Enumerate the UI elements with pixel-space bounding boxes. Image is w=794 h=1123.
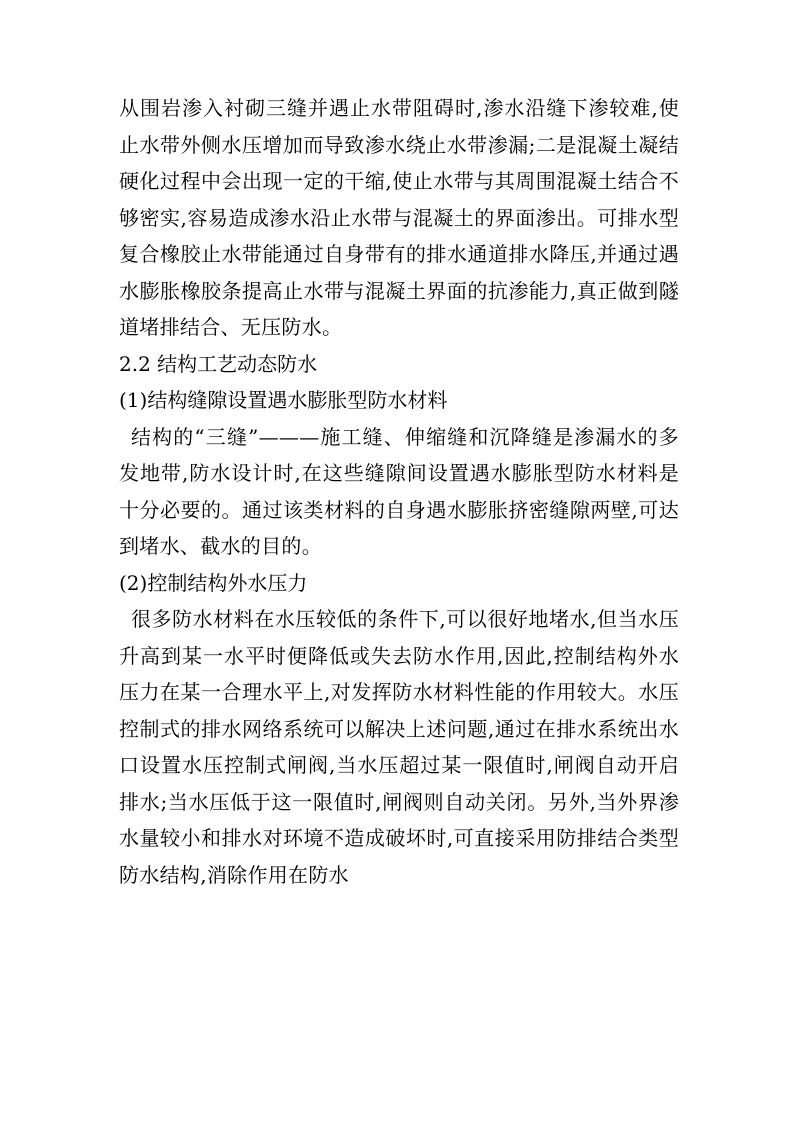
subsection-heading: (1)结构缝隙设置遇水膨胀型防水材料 (119, 388, 448, 412)
section-heading: 2.2 结构工艺动态防水 (119, 351, 318, 376)
subsection-heading: (2)控制结构外水压力 (119, 570, 308, 595)
body-paragraph: 从围岩渗入衬砌三缝并遇止水带阻碍时,渗水沿缝下渗较难,使止水带外侧水压增加而导致渗水绕止水带渗漏;二是混凝土凝结硬化过程中会出现一定的干缩,使止水带与其周围混凝土结合不够密实,容易造成渗水沿止水带与混凝土的界面渗出。可排水型复合橡胶止水带能通过自身带有的排水通道排水降压,并通过遇水膨胀橡胶条提高止水带与混凝土界面的抗渗能力,真正做到隧道堵排结合、无压防水。 (119, 96, 679, 339)
body-paragraph: 很多防水材料在水压较低的条件下,可以很好地堵水,但当水压升高到某一水平时便降低或失去防水作用,因此,控制结构外水压力在某一合理水平上,对发挥防水材料性能的作用较大。水压控制式的排水网络系统可以解决上述问题,通过在排水系统出水口设置水压控制式闸阀,当水压超过某一限值时,闸阀自动开启排水;当水压低于这一限值时,闸阀则自动关闭。另外,当外界渗水量较小和排水对环境不造成破坏时,可直接采用防排结合类型防水结构,消除作用在防水 (119, 607, 679, 887)
body-paragraph: 结构的“三缝”———施工缝、伸缩缝和沉降缝是渗漏水的多发地带,防水设计时,在这些缝隙间设置遇水膨胀型防水材料是十分必要的。通过该类材料的自身遇水膨胀挤密缝隙两壁,可达到堵水、截水的目的。 (119, 424, 679, 558)
document-body (119, 90, 679, 893)
